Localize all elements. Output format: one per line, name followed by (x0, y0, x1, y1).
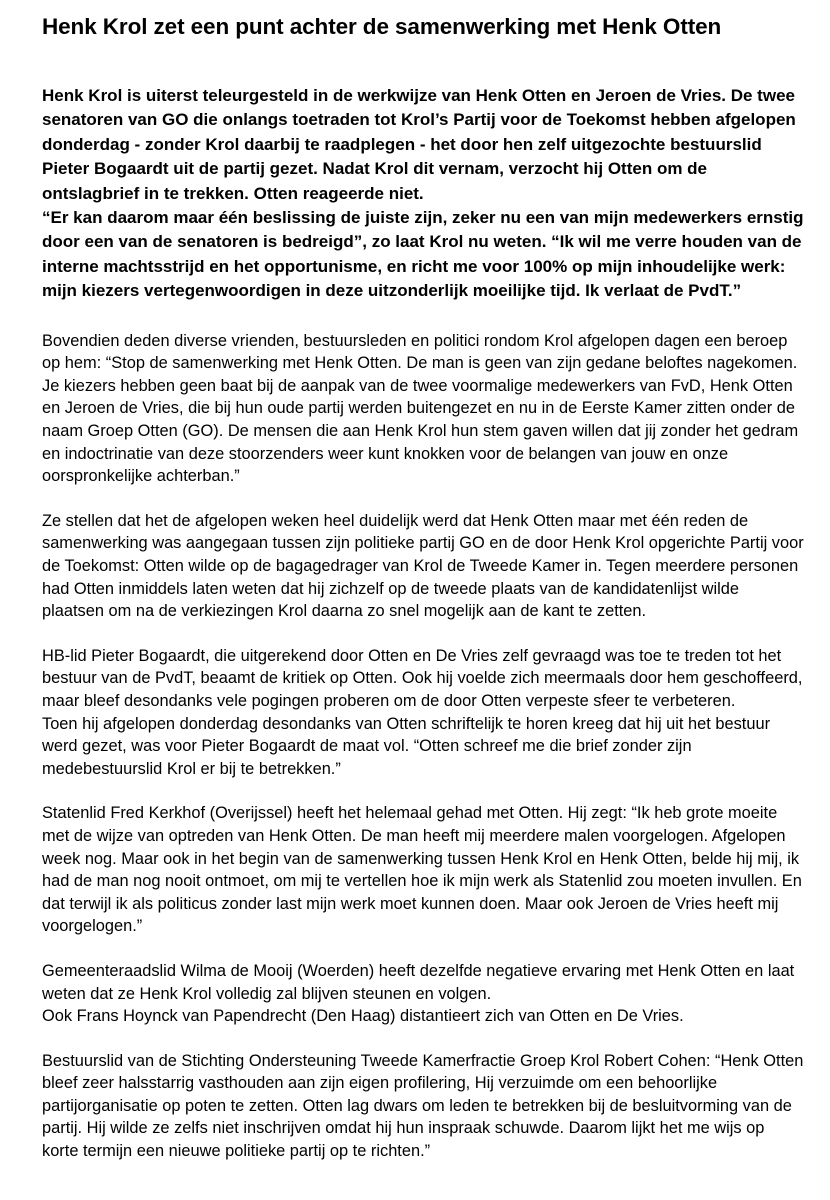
body-paragraph: Gemeenteraadslid Wilma de Mooij (Woerden) heeft dezelfde negatieve ervaring met Henk Otten en laat weten dat ze Henk Krol volledig zal blijven steunen en volgen. (42, 961, 795, 1003)
article-lead (42, 84, 804, 304)
body-paragraph: Ze stellen dat het de afgelopen weken heel duidelijk werd dat Henk Otten maar met één reden de samenwerking was aangegaan tussen zijn politieke partij GO en de door Henk Krol opgerichte Partij voor de Toekomst: Otten wilde op de bagagedrager van Krol de Tweede Kamer in. Tegen meerdere personen had Otten inmiddels laten weten dat hij zichzelf op de tweede plaats van de kandidatenlijst wilde plaatsen om na de verkiezingen Krol daarna zo snel mogelijk aan de kant te zetten. (42, 511, 804, 621)
article-title: Henk Krol zet een punt achter de samenwerking met Henk Otten (42, 14, 722, 39)
body-paragraph-block (42, 960, 804, 1028)
body-paragraph-block (42, 1050, 804, 1163)
body-paragraph: HB-lid Pieter Bogaardt, die uitgerekend door Otten en De Vries zelf gevraagd was toe te treden tot het bestuur van de PvdT, beaamt de kritiek op Otten. Ook hij voelde zich meermaals door hem geschoffeerd, maar bleef desondanks vele pogingen proberen om de door Otten verpeste sfeer te verbeteren. (42, 646, 803, 710)
body-paragraph: Ook Frans Hoynck van Papendrecht (Den Haag) distantieert zich van Otten en De Vries. (42, 1007, 684, 1026)
body-paragraph-block (42, 802, 804, 938)
body-paragraph: Bovendien deden diverse vrienden, bestuursleden en politici rondom Krol afgelopen dagen een beroep op hem: “Stop de samenwerking met Henk Otten. De man is geen van zijn gedane beloftes nagekomen. Je kiezers hebben geen baat bij de aanpak van de twee voormalige medewerkers van FvD, Henk Otten en Jeroen de Vries, die bij hun oude partij werden buitengezet en nu in de Eerste Kamer zitten onder de naam Groep Otten (GO). De mensen die aan Henk Krol hun stem gaven willen dat jij zonder het gedram en indoctrinatie van deze stoorzenders weer kunt knokken voor de belangen van jouw en onze oorspronkelijke achterban.” (42, 331, 799, 486)
body-paragraph: Bestuurslid van de Stichting Ondersteuning Tweede Kamerfractie Groep Krol Robert Cohen: “Henk Otten bleef zeer halsstarrig vasthouden aan zijn eigen profilering, Hij verzuimde om een behoorlijke partijorganisatie op poten te zetten. Otten lag dwars om leden te betrekken bij de besluitvorming van de partij. Hij wilde ze zelfs niet inschrijven omdat hij hun inspraak schuwde. Daarom lijkt het me wijs op korte termijn een nieuwe politieke partij op te richten.” (42, 1051, 804, 1161)
lead-paragraph: “Er kan daarom maar één beslissing de juiste zijn, zeker nu een van mijn medewerkers ernstig door een van de senatoren is bedreigd”, zo laat Krol nu weten. “Ik wil me verre houden van de interne machtsstrijd en het opportunisme, en richt me voor 100% op mijn inhoudelijke werk: mijn kiezers vertegenwoordigen in deze uitzonderlijk moeilijke tijd. Ik verlaat de PvdT.” (42, 208, 804, 301)
body-paragraph: Statenlid Fred Kerkhof (Overijssel) heeft het helemaal gehad met Otten. Hij zegt: “Ik heb grote moeite met de wijze van optreden van Henk Otten. De man heeft mij meerdere malen voorgelogen. Afgelopen week nog. Maar ook in het begin van de samenwerking tussen Henk Krol en Henk Otten, belde hij mij, ik had de man nog nooit ontmoet, om mij te vertellen hoe ik mijn werk als Statenlid zou moeten invullen. En dat terwijl ik als politicus zonder last mijn werk moet kunnen doen. Maar ook Jeroen de Vries heeft mij voorgelogen.” (42, 804, 802, 936)
body-paragraph-block (42, 645, 804, 781)
body-paragraph: Toen hij afgelopen donderdag desondanks van Otten schriftelijk te horen kreeg dat hij uit het bestuur werd gezet, was voor Pieter Bogaardt de maat vol. “Otten schreef me die brief zonder zijn medebestuurslid Krol er bij te betrekken.” (42, 714, 771, 778)
lead-paragraph: Henk Krol is uiterst teleurgesteld in de werkwijze van Henk Otten en Jeroen de Vries. De twee senatoren van GO die onlangs toetraden tot Krol’s Partij voor de Toekomst hebben afgelopen donderdag - zonder Krol daarbij te raadplegen - het door hen zelf uitgezochte bestuurslid Pieter Bogaardt uit de partij gezet. Nadat Krol dit vernam, verzocht hij Otten om de ontslagbrief in te trekken. Otten reageerde niet. (42, 86, 796, 203)
body-paragraph-block (42, 330, 804, 488)
body-paragraph-block (42, 510, 804, 623)
